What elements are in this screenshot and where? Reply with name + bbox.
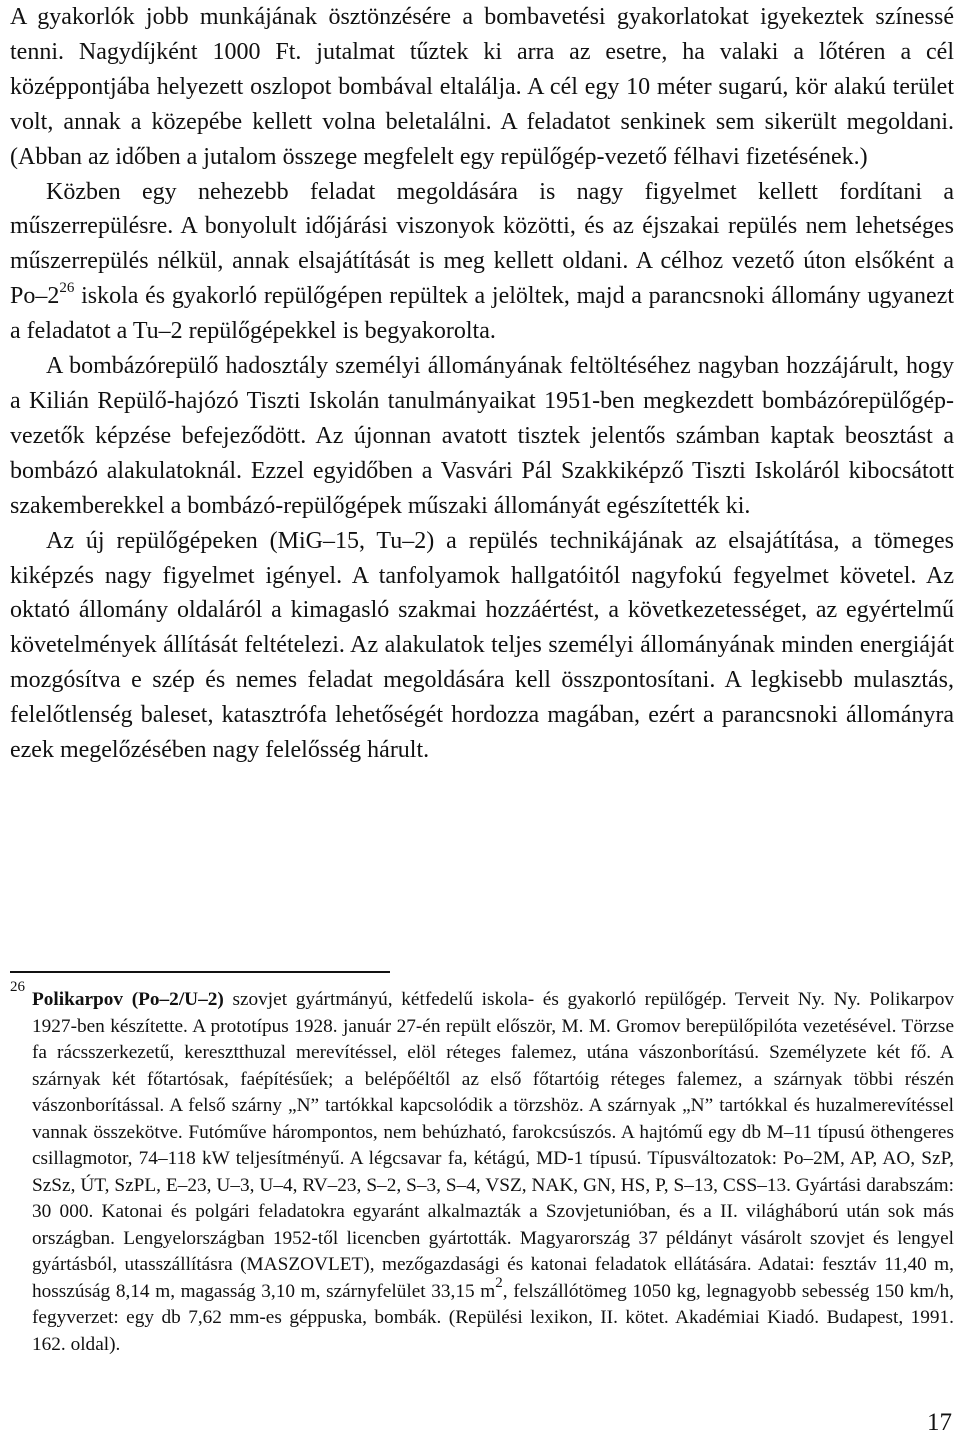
superscript: 2 [495, 1275, 503, 1292]
paragraph [10, 175, 954, 350]
paragraph: A gyakorlók jobb munkájának ösztönzésére a bombavetési gyakorlatokat igyekeztek színessé tenni. Nagydíjként 1000 Ft. jutalmat tűztek ki arra az esetre, ha valaki a lőtéren a cél középpontjába helyezett oszlopot bombával eltalálja. A cél egy 10 méter sugarú, kör alakú terület volt, annak a közepébe kellett volna beletalálni. A feladatot senkinek sem sikerült megoldani. (Abban az időben a jutalom összege megfelelt egy repülőgép-vezető félhavi fizetésének.) [10, 4, 954, 170]
paragraph: Az új repülőgépeken (MiG–15, Tu–2) a repülés technikájának az elsajátítása, a tömeges kiképzés nagy figyelmet igényel. A tanfolyamok hallgatóitól nagyfokú fegyelmet követel. Az oktató állomány oldaláról a kimagasló szakmai hozzáértést, a következetességet, az egyértelmű követelmények állítását feltételezi. Az alakulatok teljes személyi állományának minden energiáját mozgósítva e szép és nemes feladat megoldására kell összpontosítani. A legkisebb mulasztás, felelőtlenség baleset, katasztrófa lehetőségét hordozza magában, ezért a parancsnoki állományra ezek megelőzésében nagy felelősség hárult. [10, 527, 954, 764]
page-number: 17 [927, 1409, 952, 1436]
footnote-text: szovjet gyártmányú, kétfedelű iskola- és gyakorló repülőgép. Terveit Ny. Ny. Polikarpov 1927-ben készítette. A prototípus 1928. január 27-én repült először, M. M. Gromov berepülőpilóta vezetésével. Törzse fa rácsszerkezetű, keresztthuzal merevítéssel, elöl réteges falemez, utána vászonborítású. Személyzete két fő. A szárnyak két főtartósak, faépítésűek; a belépőéltől az első főtartóig réteges falemez, a szárnyak többi részén vászonborítással. A felső szárny „N” tartókkal kapcsolódik a törzshöz. A szárnyak „N” tartókkal és huzalmerevítéssel vannak összekötve. Futóműve hárompontos, nem behúzható, farokcsúszós. A hajtómű egy db M–11 típusú öthengeres csillagmotor, 74–118 kW teljesítményű. A légcsavar fa, kétágú, MD-1 típusú. Típusváltozatok: Po–2M, AP, AO, SzP, SzSz, ÚT, SzPL, E–23, U–3, U–4, RV–23, S–2, S–3, S–4, VSZ, NAK, GN, HS, P, S–13, CSS–13. Gyártási darabszám: 30 000. Katonai és polgári feladatokra egyaránt alkalmazták a Szovjetunióban, és a II. világháború után sok más országban. Lengyelországban 1952-től licencben gyártották. Magyarország 37 példányt vásárolt szovjet és lengyel gyártásból, utasszállításra (MASZOVLET), mezőgazdasági és katonai feladatok ellátására. Adatai: fesztáv 11,40 m, hosszúság 8,14 m, magasság 3,10 m, szárnyfelület 33,15 m [32, 989, 954, 1302]
paragraph: A bombázórepülő hadosztály személyi állományának feltöltéséhez nagyban hozzájárult, hogy a Kilián Repülő-hajózó Tiszti Iskolán tanulmányaikat 1951-ben megkezdett bombázórepülőgép-vezetők képzése befejeződött. Az újonnan avatott tisztek jelentős számban kaptak beosztást a bombázó alakulatoknál. Ezzel egyidőben a Vasvári Pál Szakkiképző Tiszti Iskoláról kibocsátott szakemberekkel a bombázó-repülőgépek műszaki állományát egészítették ki. [10, 353, 954, 519]
footnote-reference[interactable]: 26 [59, 280, 75, 297]
footnote [10, 979, 954, 1358]
footnote-text: , felszállótömeg 1050 kg, legnagyobb sebesség 150 km/h, fegyverzet: egy db 7,62 mm-es géppuska, bombák. (Repülési lexikon, II. kötet. Akadémiai Kiadó. Budapest, 1991. 162. oldal). [32, 1280, 954, 1355]
main-text [10, 0, 954, 768]
paragraph-text: iskola és gyakorló repülőgépen repültek a jelöltek, majd a parancsnoki állomány ugyanezt a feladatot a Tu–2 repülőgépekkel is begyakorolta. [10, 283, 954, 345]
paragraph-text: Közben egy nehezebb feladat megoldására is nagy figyelmet kellett fordítani a műszerrepülésre. A bonyolult időjárási viszonyok közötti, és az éjszakai repülés nem lehetséges műszerrepülés nélkül, annak elsajátítását is meg kellett oldani. A célhoz vezető úton elsőként a Po–2 [10, 178, 954, 310]
footnote-number: 26 [10, 979, 25, 995]
footnote-paragraph [10, 979, 954, 1358]
footnote-divider [10, 971, 390, 973]
footnote-lead: Polikarpov (Po–2/U–2) [32, 989, 224, 1010]
